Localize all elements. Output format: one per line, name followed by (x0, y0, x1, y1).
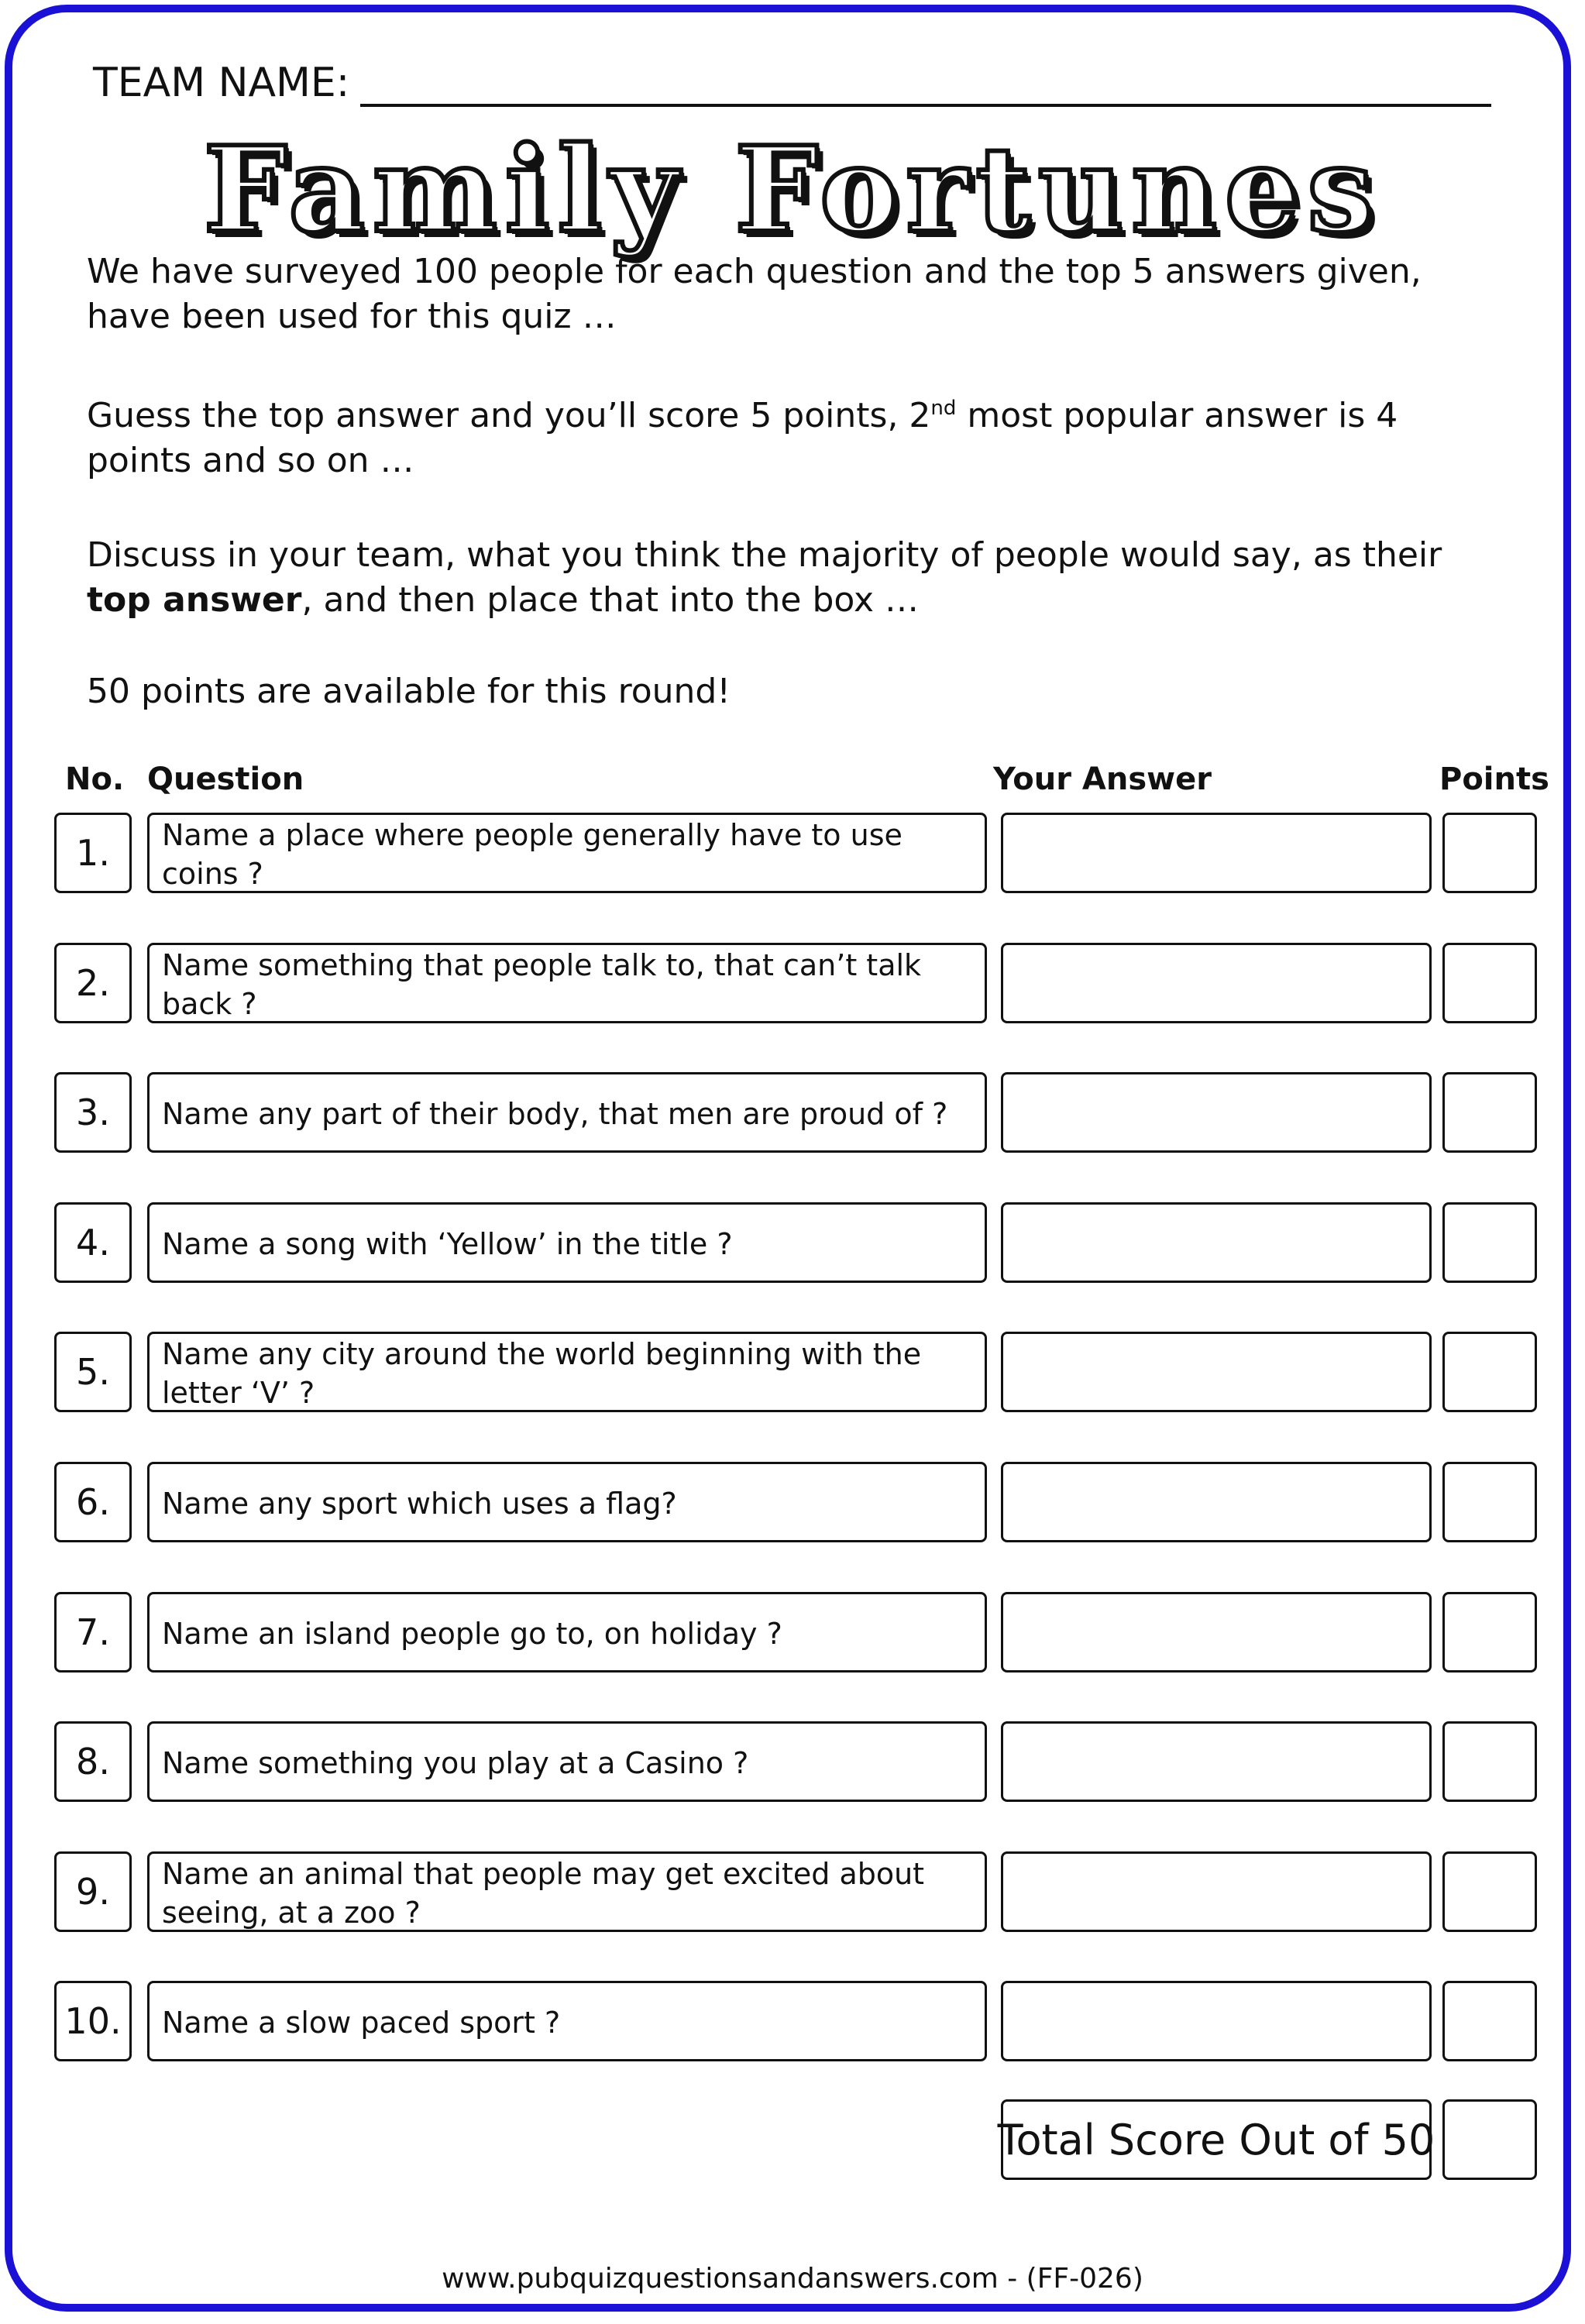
question-text: Name any part of their body, that men are proud of ? (147, 1072, 987, 1153)
column-header-your-answer: Your Answer (993, 761, 1212, 797)
answer-input[interactable] (1001, 1592, 1432, 1673)
question-text: Name any city around the world beginning with the letter ‘V’ ? (147, 1332, 987, 1412)
question-text: Name any sport which uses a flag? (147, 1462, 987, 1542)
points-box[interactable] (1442, 1592, 1537, 1673)
total-score-label: Total Score Out of 50 (1001, 2099, 1432, 2180)
total-score-box[interactable] (1442, 2099, 1537, 2180)
team-name-row (93, 56, 1487, 110)
points-box[interactable] (1442, 1851, 1537, 1932)
question-number: 1. (54, 813, 132, 893)
points-box[interactable] (1442, 1462, 1537, 1542)
team-name-line[interactable] (360, 104, 1491, 107)
question-text: Name something you play at a Casino ? (147, 1721, 987, 1802)
question-text: Name a song with ‘Yellow’ in the title ? (147, 1202, 987, 1283)
page-border (5, 5, 1571, 2312)
question-number: 4. (54, 1202, 132, 1283)
points-box[interactable] (1442, 1202, 1537, 1283)
question-text: Name an island people go to, on holiday ? (147, 1592, 987, 1673)
answer-input[interactable] (1001, 1462, 1432, 1542)
answer-input[interactable] (1001, 1721, 1432, 1802)
ordinal-suffix: nd (930, 397, 957, 420)
question-number: 6. (54, 1462, 132, 1542)
intro-paragraph-3: Discuss in your team, what you think the majority of people would say, as their top answer, and then place that into the box … (87, 535, 1442, 620)
answer-input[interactable] (1001, 1981, 1432, 2061)
question-number: 10. (54, 1981, 132, 2061)
points-box[interactable] (1442, 1981, 1537, 2061)
question-number: 9. (54, 1851, 132, 1932)
column-header-no: No. (65, 761, 125, 797)
column-header-points: Points (1439, 761, 1549, 797)
footer-url: www.pubquizquestionsandanswers.com - (FF-026) (442, 2263, 1143, 2295)
column-header-question: Question (147, 761, 304, 797)
question-number: 2. (54, 943, 132, 1023)
question-number: 3. (54, 1072, 132, 1153)
question-text: Name a place where people generally have to use coins ? (147, 813, 987, 893)
points-box[interactable] (1442, 813, 1537, 893)
answer-input[interactable] (1001, 1332, 1432, 1412)
answer-input[interactable] (1001, 1202, 1432, 1283)
intro-paragraph-1: We have surveyed 100 people for each question and the top 5 answers given, have been used for this quiz … (87, 252, 1422, 336)
question-number: 5. (54, 1332, 132, 1412)
emphasis-top-answer: top answer (87, 580, 302, 620)
answer-input[interactable] (1001, 813, 1432, 893)
intro-paragraph-4: 50 points are available for this round! (87, 672, 731, 711)
points-box[interactable] (1442, 1072, 1537, 1153)
question-text: Name an animal that people may get excited about seeing, at a zoo ? (147, 1851, 987, 1932)
question-text: Name something that people talk to, that can’t talk back ? (147, 943, 987, 1023)
points-box[interactable] (1442, 1332, 1537, 1412)
question-number: 8. (54, 1721, 132, 1802)
intro-paragraph-2: Guess the top answer and you’ll score 5 points, 2nd most popular answer is 4 points and so on … (87, 396, 1398, 480)
answer-input[interactable] (1001, 943, 1432, 1023)
team-name-label: TEAM NAME: (93, 60, 350, 106)
answer-input[interactable] (1001, 1851, 1432, 1932)
answer-input[interactable] (1001, 1072, 1432, 1153)
question-text: Name a slow paced sport ? (147, 1981, 987, 2061)
page-title: Family Fortunes (203, 120, 1382, 259)
points-box[interactable] (1442, 1721, 1537, 1802)
points-box[interactable] (1442, 943, 1537, 1023)
question-number: 7. (54, 1592, 132, 1673)
